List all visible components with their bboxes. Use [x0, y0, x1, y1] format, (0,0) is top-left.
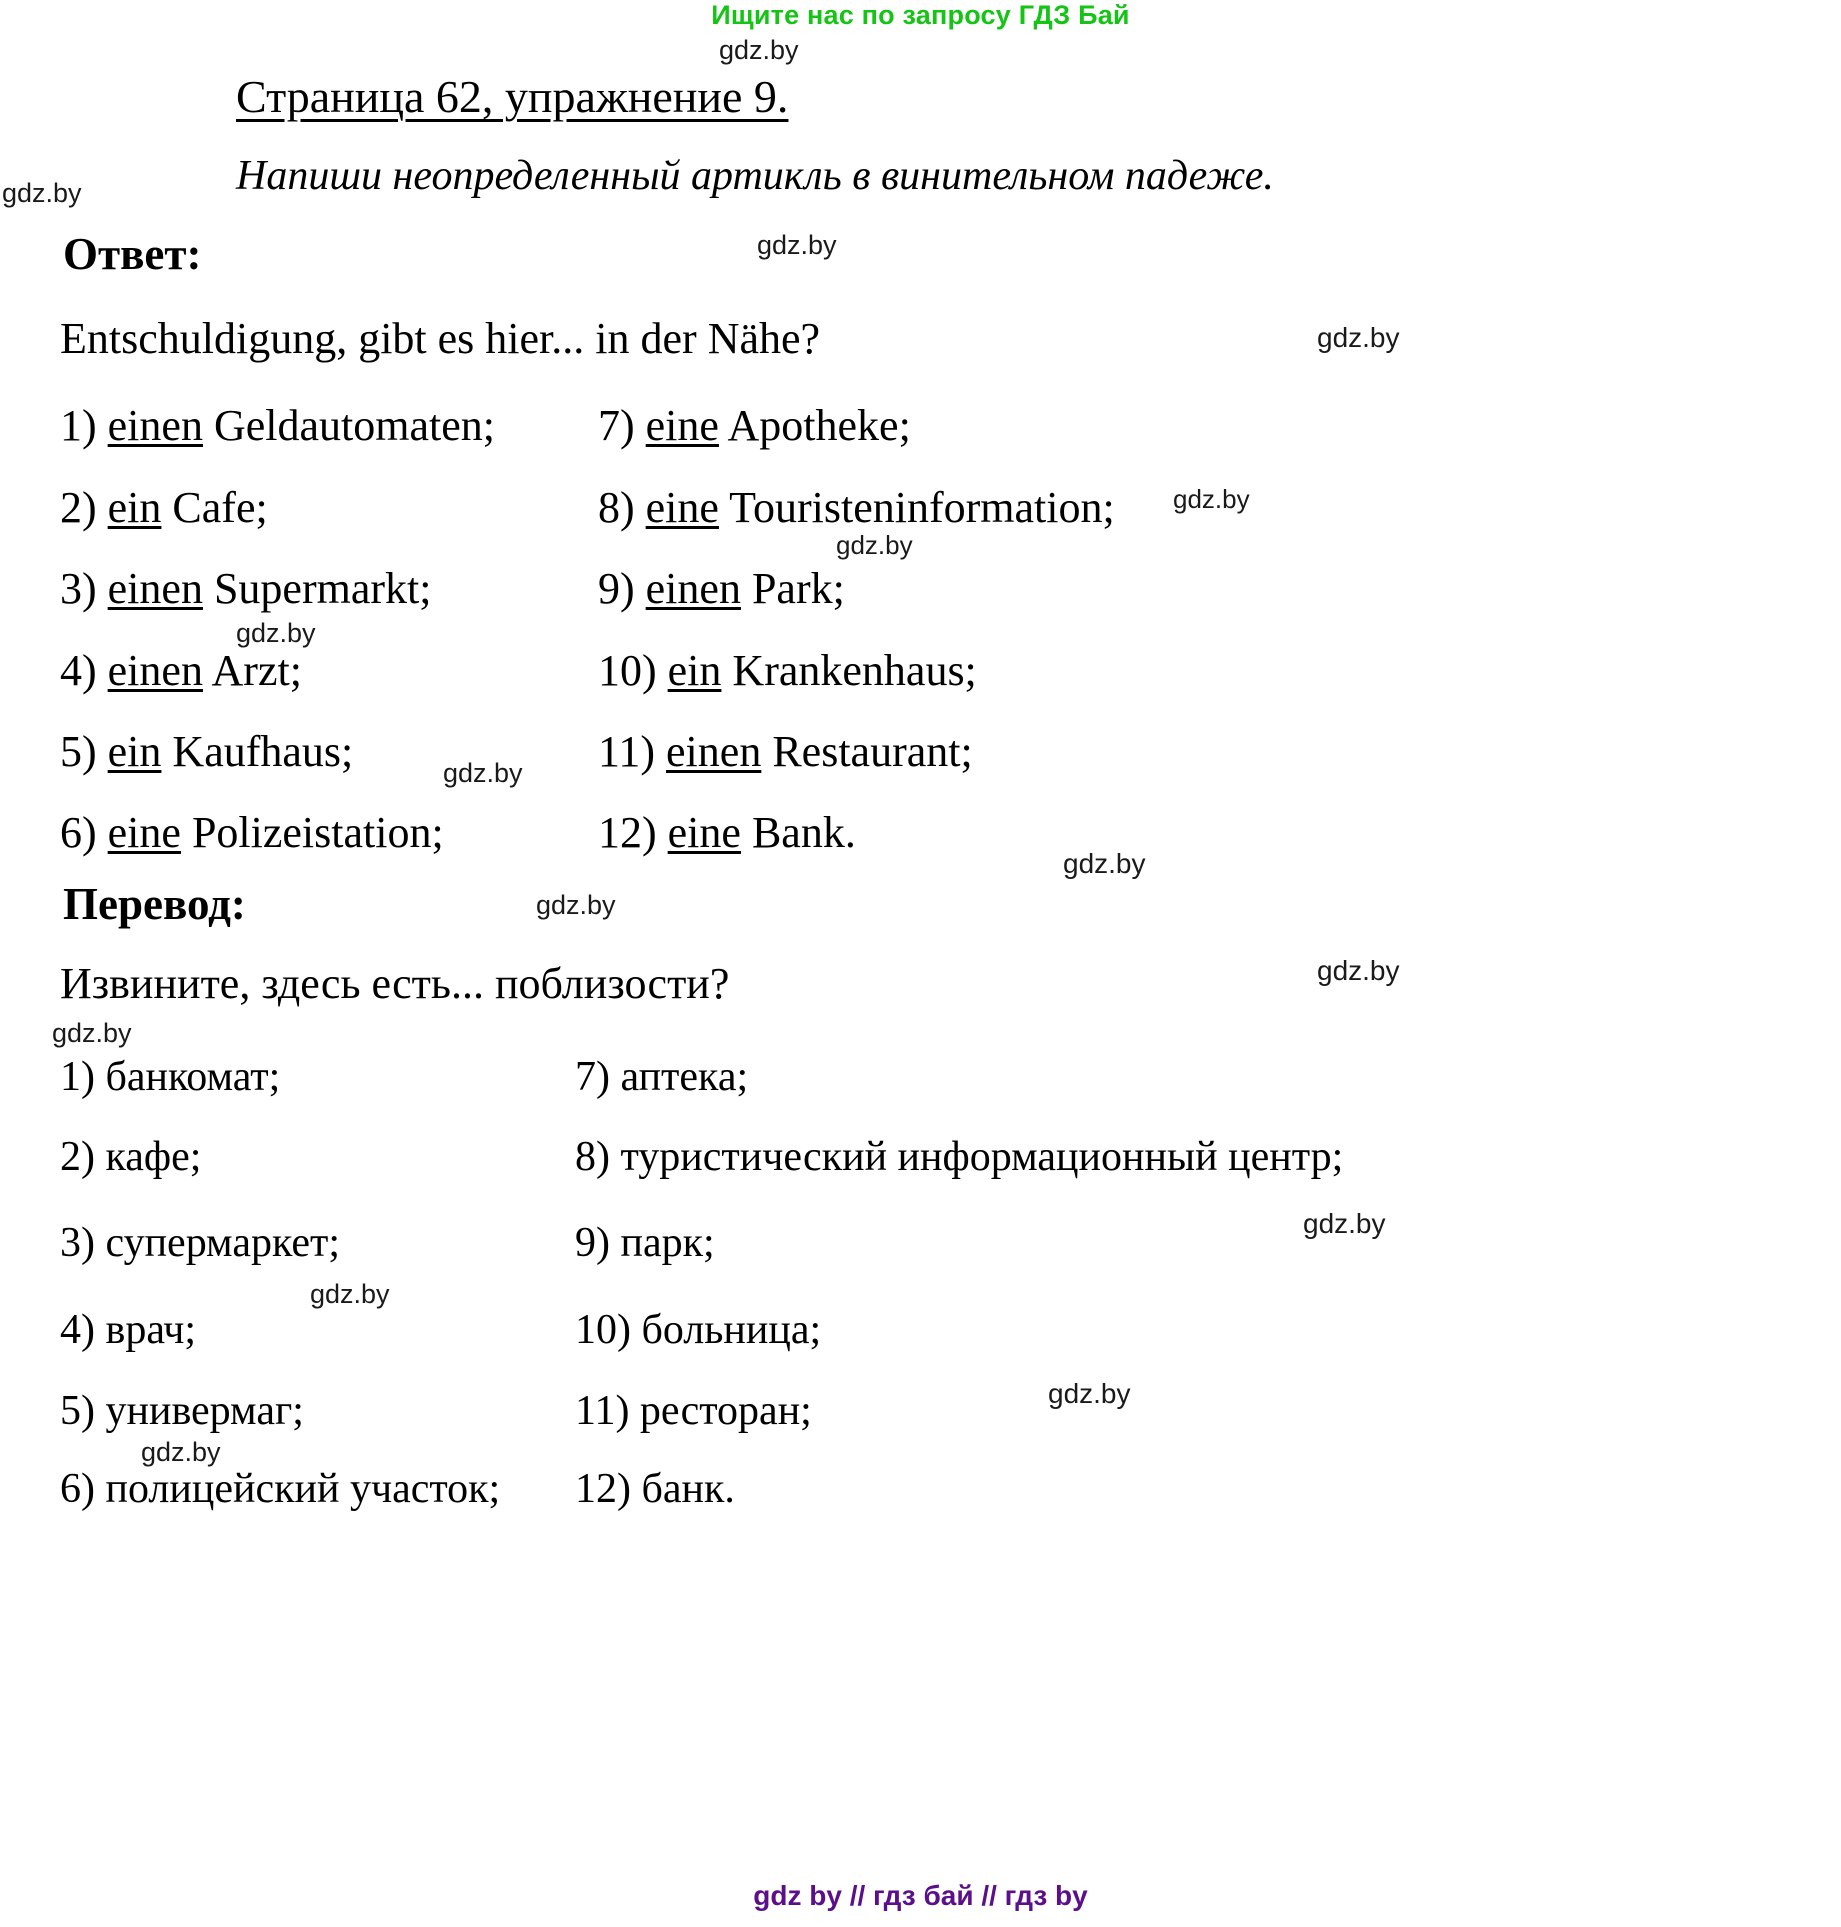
page-title: Страница 62, упражнение 9. [236, 71, 789, 122]
translation-item: 1) банкомат; [60, 1054, 281, 1100]
translation-item: 9) парк; [575, 1220, 715, 1266]
answer-item-noun: Cafe; [161, 483, 268, 532]
answer-item-number: 6) [60, 808, 108, 857]
translation-item: 12) банк. [575, 1466, 735, 1512]
translation-item: 3) супермаркет; [60, 1220, 341, 1266]
gdz-watermark: gdz.by [836, 530, 913, 560]
answer-item-noun: Touristeninformation; [718, 483, 1115, 532]
answer-item [60, 482, 268, 533]
answer-item-noun: Krankenhaus; [721, 646, 977, 695]
answer-item [598, 726, 973, 777]
answer-item-noun: Restaurant; [761, 727, 973, 776]
answer-item-noun: Arzt; [202, 646, 302, 695]
answer-item [60, 726, 353, 777]
gdz-watermark: gdz.by [757, 230, 837, 260]
translation-item: 6) полицейский участок; [60, 1466, 501, 1512]
answer-section-label: Ответ: [63, 229, 202, 279]
answer-item-article: eine [645, 483, 719, 532]
task-instruction: Напиши неопределенный артикль в винительном падеже. [236, 153, 1274, 199]
answer-item [598, 807, 856, 858]
translation-item: 11) ресторан; [575, 1388, 812, 1434]
answer-item-noun: Polizeistation; [180, 808, 444, 857]
answer-item-article: einen [666, 727, 762, 776]
answer-item-noun: Bank. [740, 808, 856, 857]
answer-item-article: eine [107, 808, 181, 857]
answer-item-number: 7) [598, 401, 646, 450]
gdz-watermark: gdz.by [1173, 484, 1250, 514]
answer-item-noun: Supermarkt; [202, 564, 432, 613]
answer-item-number: 9) [598, 564, 646, 613]
answer-item [60, 400, 495, 451]
answer-item-number: 3) [60, 564, 108, 613]
answer-item-article: eine [645, 401, 719, 450]
answer-item [598, 645, 977, 696]
answer-item-number: 5) [60, 727, 108, 776]
answer-item-noun: Geldautomaten; [202, 401, 495, 450]
answer-item [598, 400, 911, 451]
gdz-watermark: gdz.by [719, 35, 799, 65]
gdz-watermark: gdz.by [536, 890, 616, 920]
gdz-watermark: gdz.by [1048, 1378, 1131, 1409]
gdz-watermark: gdz.by [443, 758, 523, 788]
gdz-watermark: gdz.by [1063, 848, 1146, 879]
answer-item [60, 645, 302, 696]
translation-item: 5) универмаг; [60, 1388, 304, 1434]
translation-item: 8) туристический информационный центр; [575, 1134, 1344, 1180]
answer-item-article: einen [645, 564, 741, 613]
gdz-watermark: gdz.by [310, 1279, 390, 1309]
footer-watermark: gdz by // гдз бай // гдз by [753, 1880, 1088, 1911]
gdz-watermark: gdz.by [2, 178, 82, 208]
answer-item-number: 10) [598, 646, 668, 695]
german-lead-sentence: Entschuldigung, gibt es hier... in der Nähe? [60, 314, 821, 363]
promo-banner: Ищите нас по запросу ГДЗ Бай [711, 0, 1130, 30]
answer-item-article: ein [107, 483, 162, 532]
translation-item: 7) аптека; [575, 1054, 749, 1100]
answer-item [60, 563, 431, 614]
translation-item: 10) больница; [575, 1307, 822, 1353]
answer-item-article: einen [107, 401, 203, 450]
answer-item-article: ein [107, 727, 162, 776]
gdz-watermark: gdz.by [236, 618, 316, 648]
answer-item-article: eine [667, 808, 741, 857]
answer-item-number: 1) [60, 401, 108, 450]
gdz-watermark: gdz.by [141, 1437, 221, 1467]
translation-section-label: Перевод: [63, 879, 246, 929]
answer-item-number: 4) [60, 646, 108, 695]
answer-item-article: einen [107, 646, 203, 695]
answer-item-number: 2) [60, 483, 108, 532]
answer-item [598, 482, 1115, 533]
answer-item-number: 11) [598, 727, 667, 776]
gdz-watermark: gdz.by [1317, 955, 1400, 986]
gdz-watermark: gdz.by [1317, 322, 1400, 353]
answer-item-article: ein [667, 646, 722, 695]
russian-lead-sentence: Извините, здесь есть... поблизости? [60, 959, 730, 1008]
answer-item-noun: Apotheke; [718, 401, 911, 450]
translation-item: 4) врач; [60, 1307, 197, 1353]
translation-item: 2) кафе; [60, 1134, 202, 1180]
answer-item-number: 8) [598, 483, 646, 532]
answer-item [60, 807, 444, 858]
gdz-watermark: gdz.by [1303, 1208, 1386, 1239]
answer-item-number: 12) [598, 808, 668, 857]
answer-item-noun: Park; [740, 564, 845, 613]
answer-item-article: einen [107, 564, 203, 613]
answer-item-noun: Kaufhaus; [161, 727, 354, 776]
gdz-watermark: gdz.by [52, 1018, 132, 1048]
answer-item [598, 563, 845, 614]
